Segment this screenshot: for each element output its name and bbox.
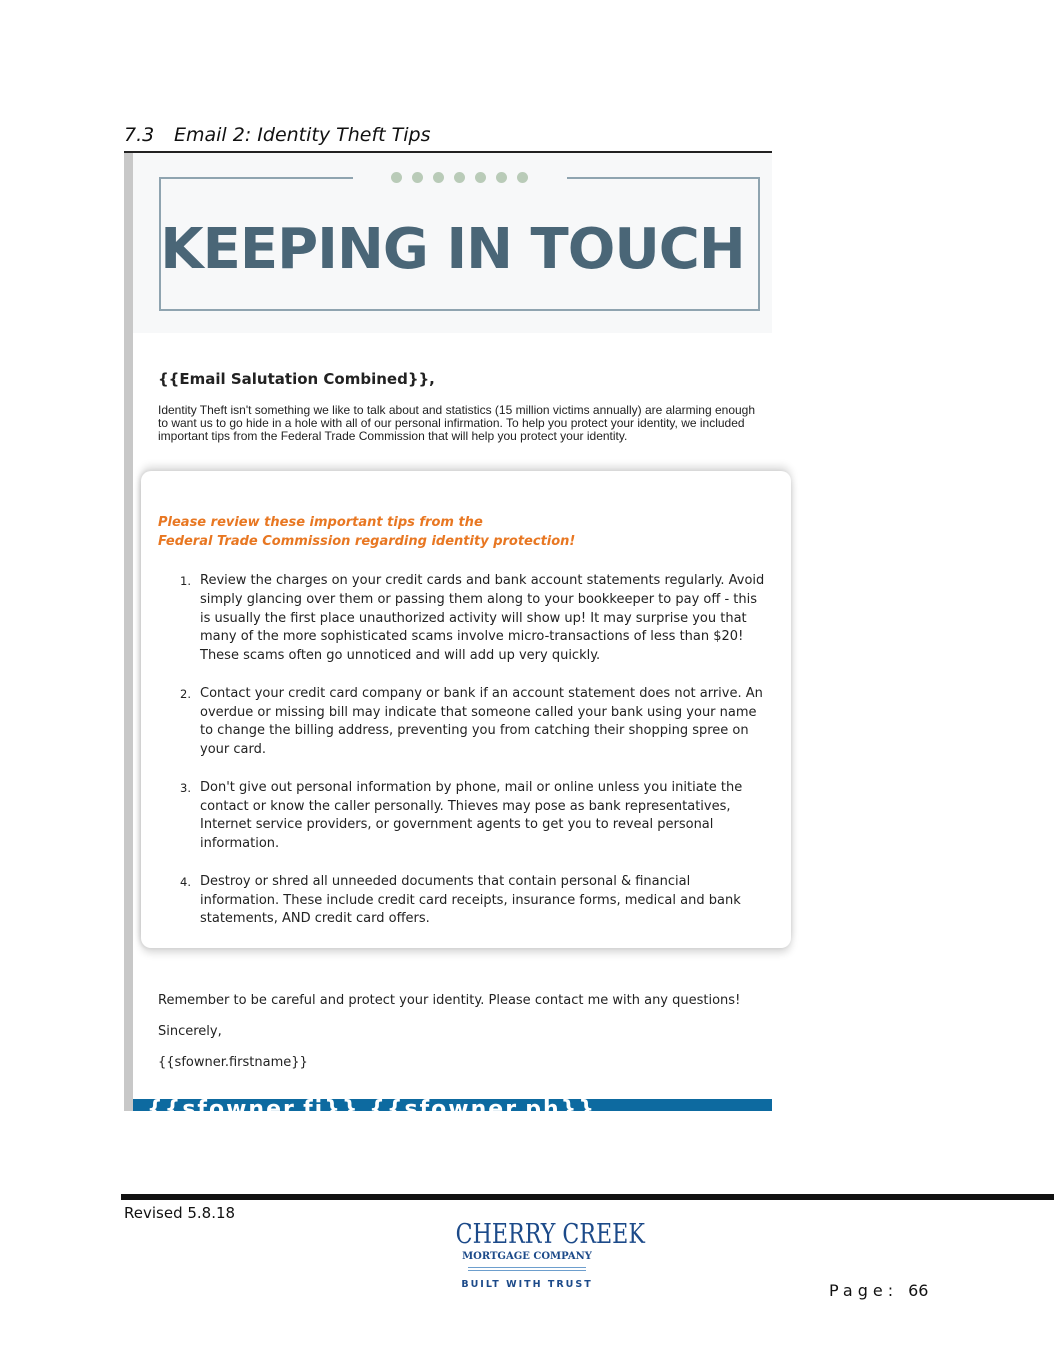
banner-dot [412,172,423,183]
footer-rule [121,1194,1054,1200]
banner-dot [517,172,528,183]
banner-dot [496,172,507,183]
email-left-border [124,153,133,1111]
page-number-value: 66 [908,1281,929,1300]
tip-text: Review the charges on your credit cards and bank account statements regularly. Avoid simply glancing over them or passing them along to your bookkeeper to pay off - this is usually the first place unauthorized activity will show up! It may surprise you that many of the more sophisticated scams involve micro-transactions of less than $20! These scams often go unnoticed and will add up very quickly. [200,573,765,664]
page-number [829,1281,928,1300]
email-preview [124,153,772,1122]
tips-list [176,572,768,948]
tip-item [176,572,768,666]
company-logo [440,1219,645,1290]
section-title: Email 2: Identity Theft Tips [174,124,431,146]
banner-dot [475,172,486,183]
banner-dot [391,172,402,183]
sign-off: Sincerely, [158,1024,222,1039]
tip-number: 1. [180,574,191,588]
logo-name: CHERRY CREEK [455,1219,645,1250]
tip-number: 3. [180,780,191,795]
page-label: Page: [829,1281,899,1300]
logo-subtitle: MORTGAGE COMPANY [462,1251,592,1262]
tip-number: 4. [180,874,191,889]
tip-item [176,685,768,760]
signature: {{sfowner.firstname}} [158,1055,308,1070]
email-intro: Identity Theft isn't something we like to talk about and statistics (15 million victims annually) are alarming enough to want us to go hide in a hole with all of our personal infirmation. To help you protect your identity, we included important tips from the Federal Trade Commission that will help you protect your identity. [158,403,756,443]
closing-line: Remember to be careful and protect your identity. Please contact me with any questions! [158,993,741,1008]
tip-number: 2. [180,686,191,701]
tips-card [141,471,791,948]
section-heading [124,124,431,146]
email-footer-strip [133,1097,772,1122]
tip-item [176,873,768,929]
footer-strip-text: {{sfowner.fi}} {{sfowner.ph}} [147,1097,596,1122]
banner-dots [391,172,528,183]
tip-text: Destroy or shred all unneeded documents that contain personal & financial information. These include credit card receipts, insurance forms, medical and bank statements, AND credit card offers. [200,873,741,927]
email-salutation: {{Email Salutation Combined}}, [158,370,435,388]
email-closing [158,991,740,1084]
tips-heading-line-2: Federal Trade Commission regarding identity protection! [158,534,576,549]
logo-tagline: BUILT WITH TRUST [461,1279,593,1290]
email-banner [133,153,772,333]
tips-heading [158,513,575,551]
section-number: 7.3 [124,124,155,146]
tip-text: Don't give out personal information by phone, mail or online unless you initiate the contact or know the caller personally. Thieves may pose as bank representatives, Internet service providers, or government agents to get you to reveal personal information. [200,779,743,852]
tip-text: Contact your credit card company or bank if an account statement does not arrive. An overdue or missing bill may indicate that someone called your bank using your name to change the billing address, preventing you from catching their shopping spree on your card. [200,685,763,758]
banner-dot [433,172,444,183]
logo-rules [468,1267,586,1271]
banner-dot [454,172,465,183]
tip-item [176,779,768,854]
banner-title: KEEPING IN TOUCH [160,217,745,282]
revised-date: Revised 5.8.18 [124,1204,236,1222]
tips-heading-line-1: Please review these important tips from the [158,515,483,530]
